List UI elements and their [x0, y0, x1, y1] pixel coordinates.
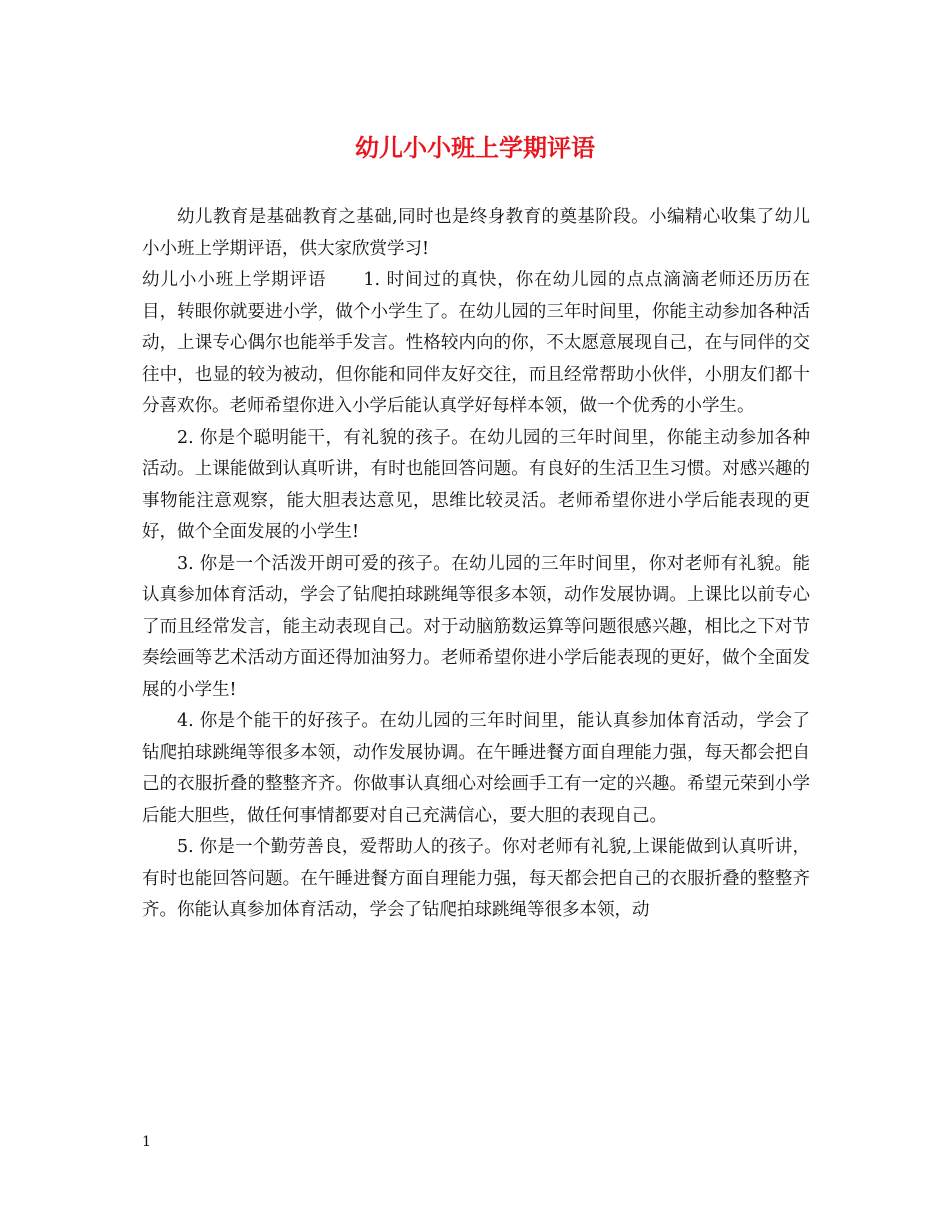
document-body [142, 202, 810, 927]
comment-paragraph-1: 幼儿小小班上学期评语 1. 时间过的真快，你在幼儿园的点点滴滴老师还历历在目，转眼你就要进小学，做个小学生了。在幼儿园的三年时间里，你能主动参加各种活动，上课专心偶尔也能举手发言。性格较内向的你，不太愿意展现自己，在与同伴的交往中，也显的较为被动，但你能和同伴友好交往，而且经常帮助小伙伴，小朋友们都十分喜欢你。老师希望你进入小学后能认真学好每样本领，做一个优秀的小学生。 [142, 270, 810, 416]
comment-paragraph-5: 5. 你是一个勤劳善良，爱帮助人的孩子。你对老师有礼貌,上课能做到认真听讲，有时也能回答问题。在午睡进餐方面自理能力强，每天都会把自己的衣服折叠的整整齐齐。你能认真参加体育活动，学会了钻爬拍球跳绳等很多本领，动 [142, 837, 810, 920]
comment-paragraph-4: 4. 你是个能干的好孩子。在幼儿园的三年时间里，能认真参加体育活动，学会了钻爬拍球跳绳等很多本领，动作发展协调。在午睡进餐方面自理能力强，每天都会把自己的衣服折叠的整整齐齐。你做事认真细心对绘画手工有一定的兴趣。希望元荣到小学后能大胆些，做任何事情都要对自己充满信心，要大胆的表现自己。 [142, 711, 810, 826]
comment-paragraph-2: 2. 你是个聪明能干，有礼貌的孩子。在幼儿园的三年时间里，你能主动参加各种活动。上课能做到认真听讲，有时也能回答问题。有良好的生活卫生习惯。对感兴趣的事物能注意观察，能大胆表达意见，思维比较灵活。老师希望你进小学后能表现的更好，做个全面发展的小学生! [142, 427, 810, 542]
comment-paragraph-3: 3. 你是一个活泼开朗可爱的孩子。在幼儿园的三年时间里，你对老师有礼貌。能认真参加体育活动，学会了钻爬拍球跳绳等很多本领，动作发展协调。上课比以前专心了而且经常发言，能主动表现自己。对于动脑筋数运算等问题很感兴趣，相比之下对节奏绘画等艺术活动方面还得加油努力。老师希望你进小学后能表现的更好，做个全面发展的小学生! [142, 553, 810, 700]
document-title: 幼儿小小班上学期评语 [355, 133, 595, 162]
intro-paragraph: 幼儿教育是基础教育之基础,同时也是终身教育的奠基阶段。小编精心收集了幼儿小小班上学期评语，供大家欣赏学习! [142, 207, 810, 259]
page-number: 1 [142, 1134, 151, 1150]
